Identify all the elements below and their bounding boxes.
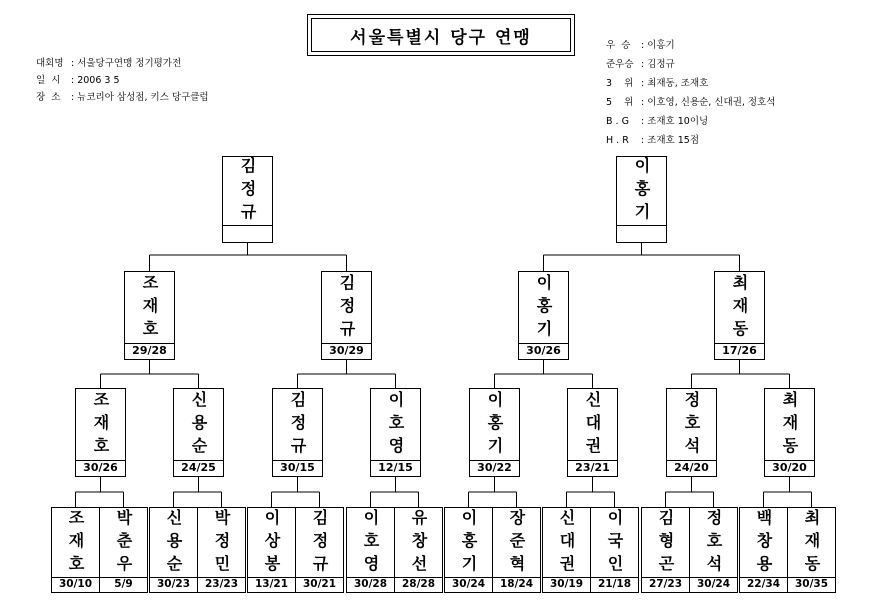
round16-player [51, 507, 100, 593]
info-label: 일 시 [36, 75, 61, 86]
player-name: 정호석 [682, 390, 701, 460]
page-title: 서울특별시 당구 연맹 [311, 18, 571, 52]
player-name: 신용순 [164, 508, 183, 578]
player-score: 24/20 [667, 460, 716, 476]
player-name: 정호석 [704, 508, 723, 578]
info-separator: : [641, 116, 645, 127]
quarterfinal-player [370, 388, 421, 477]
info-separator: : [641, 135, 645, 146]
result-value: 조재호 10이닝 [647, 116, 709, 127]
result-label: H . R [606, 135, 629, 146]
quarterfinal-player [75, 388, 126, 477]
result-value: 최재동, 조재호 [647, 78, 709, 89]
result-value: 이홍기 [647, 40, 675, 51]
player-name: 신대권 [557, 508, 576, 578]
info-separator: : [641, 59, 645, 70]
player-name: 이국인 [605, 508, 624, 578]
player-name: 신용순 [189, 390, 208, 460]
player-score: 30/28 [347, 577, 394, 592]
quarterfinal-player [272, 388, 323, 477]
info-value: 뉴코리아 삼성점, 키스 당구클럽 [77, 92, 209, 103]
quarterfinal-player [764, 388, 815, 477]
player-score: 5/9 [100, 577, 147, 592]
player-score: 30/20 [765, 460, 814, 476]
player-score [223, 225, 272, 242]
player-score: 30/10 [52, 577, 99, 592]
final-player [616, 156, 667, 243]
result-label: 5 위 [606, 97, 634, 108]
player-score: 30/19 [543, 577, 590, 592]
player-score: 23/23 [198, 577, 245, 592]
player-score: 29/28 [125, 343, 174, 359]
player-score: 12/15 [371, 460, 420, 476]
info-label: 장 소 [36, 92, 61, 103]
quarterfinal-player [173, 388, 224, 477]
player-score: 27/23 [642, 577, 689, 592]
player-score: 28/28 [395, 577, 442, 592]
round16-player [444, 507, 493, 593]
player-score: 21/18 [591, 577, 638, 592]
round16-player [346, 507, 395, 593]
player-name: 최재동 [730, 273, 749, 343]
round16-player [641, 507, 690, 593]
player-score: 24/25 [174, 460, 223, 476]
player-name: 이홍기 [459, 508, 478, 578]
info-separator: : [641, 78, 645, 89]
player-score: 30/24 [690, 577, 737, 592]
player-name: 조재호 [91, 390, 110, 460]
player-name: 이상봉 [262, 508, 281, 578]
player-score: 30/24 [445, 577, 492, 592]
round16-player [99, 507, 148, 593]
semifinal-player [321, 271, 372, 360]
round16-player [542, 507, 591, 593]
round16-player [394, 507, 443, 593]
round16-player [739, 507, 788, 593]
result-label: 준우승 [606, 59, 634, 70]
round16-player [492, 507, 541, 593]
round16-player [295, 507, 344, 593]
player-name: 백창용 [754, 508, 773, 578]
semifinal-player [124, 271, 175, 360]
player-name: 조재호 [140, 273, 159, 343]
semifinal-player [518, 271, 569, 360]
round16-player [590, 507, 639, 593]
player-score: 30/26 [76, 460, 125, 476]
result-label: B . G [606, 116, 629, 127]
player-name: 이호영 [386, 390, 405, 460]
player-score: 30/23 [150, 577, 197, 592]
player-name: 유창선 [409, 508, 428, 578]
player-score: 17/26 [715, 343, 764, 359]
player-name: 최재동 [802, 508, 821, 578]
player-score: 30/15 [273, 460, 322, 476]
quarterfinal-player [666, 388, 717, 477]
player-name: 김형곤 [656, 508, 675, 578]
player-score [617, 225, 666, 242]
result-label: 3 위 [606, 78, 634, 89]
player-score: 30/29 [322, 343, 371, 359]
info-value: 서울당구연맹 정기평가전 [77, 58, 182, 69]
player-score: 13/21 [248, 577, 295, 592]
info-separator: : [71, 58, 75, 69]
player-score: 30/26 [519, 343, 568, 359]
result-value: 조재호 15점 [647, 135, 700, 146]
result-value: 김정규 [647, 59, 675, 70]
player-name: 박춘우 [114, 508, 133, 578]
info-separator: : [641, 97, 645, 108]
semifinal-player [714, 271, 765, 360]
player-name: 김정규 [337, 273, 356, 343]
player-name: 이홍기 [534, 273, 553, 343]
player-name: 김정규 [310, 508, 329, 578]
info-value: 2006 3 5 [77, 75, 120, 86]
quarterfinal-player [567, 388, 618, 477]
result-value: 이호영, 신용순, 신대권, 정호석 [647, 97, 776, 108]
player-name: 김정규 [288, 390, 307, 460]
player-name: 이호영 [361, 508, 380, 578]
info-separator: : [71, 92, 75, 103]
player-score: 18/24 [493, 577, 540, 592]
result-label: 우 승 [606, 40, 631, 51]
info-label: 대회명 [36, 58, 64, 69]
player-score: 22/34 [740, 577, 787, 592]
player-name: 장준혁 [507, 508, 526, 578]
player-name: 조재호 [66, 508, 85, 578]
round16-player [149, 507, 198, 593]
round16-player [247, 507, 296, 593]
player-name: 박정민 [212, 508, 231, 578]
player-name: 최재동 [780, 390, 799, 460]
info-separator: : [71, 75, 75, 86]
player-name: 신대권 [583, 390, 602, 460]
player-name: 이홍기 [632, 157, 651, 226]
final-player [222, 156, 273, 243]
quarterfinal-player [469, 388, 520, 477]
player-score: 30/21 [296, 577, 343, 592]
round16-player [787, 507, 836, 593]
round16-player [197, 507, 246, 593]
info-separator: : [641, 40, 645, 51]
player-score: 30/22 [470, 460, 519, 476]
player-name: 이홍기 [485, 390, 504, 460]
player-score: 23/21 [568, 460, 617, 476]
player-score: 30/35 [788, 577, 835, 592]
round16-player [689, 507, 738, 593]
player-name: 김정규 [238, 157, 257, 226]
